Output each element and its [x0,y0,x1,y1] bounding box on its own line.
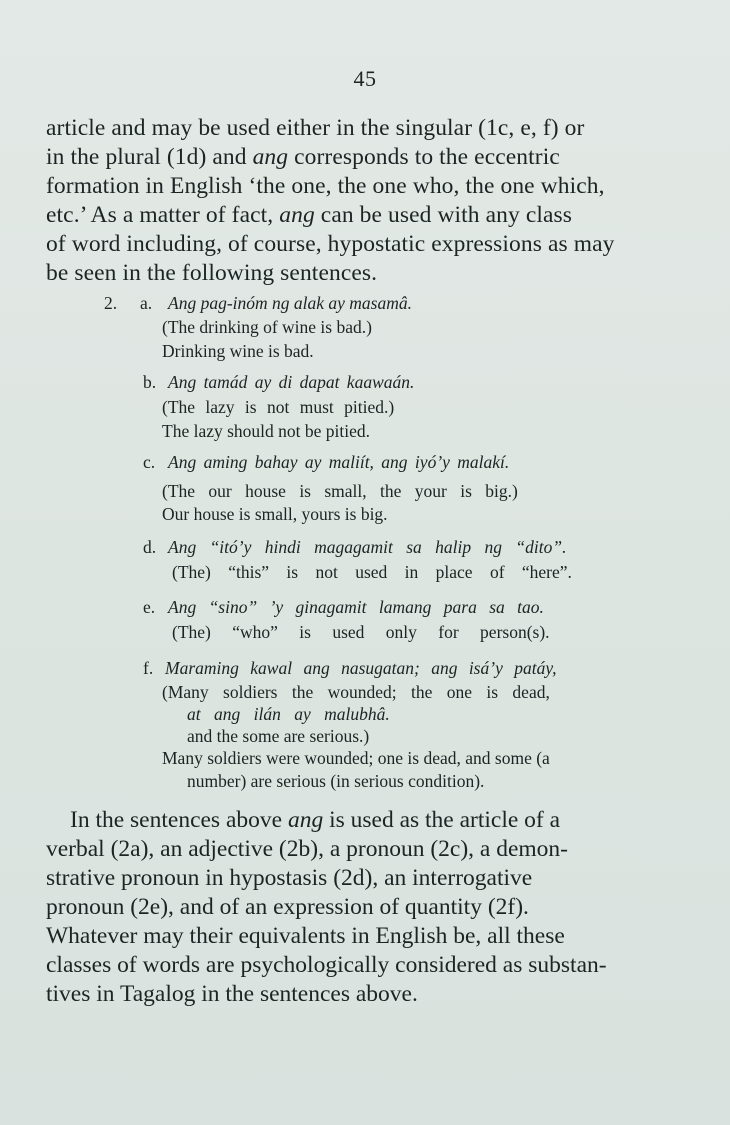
conclusion-line: classes of words are psychologically considered as substan- [46,952,607,978]
example-f-gloss-1: (Many soldiers the wounded; the one is dead, [162,682,550,702]
ang-term: ang [279,202,315,228]
example-c-tagalog: Ang aming bahay ay maliít, ang iyó’y malakí. [168,452,510,472]
conclusion-line: Whatever may their equivalents in English be, all these [46,923,565,949]
example-a-label: a. [140,293,153,313]
example-f-tagalog-2: at ang ilán ay malubhâ. [187,704,390,724]
example-f-translation-2: number) are serious (in serious condition). [187,771,485,791]
example-d-gloss: (The) “this” is not used in place of “here”. [172,562,572,582]
example-a-tagalog: Ang pag-inóm ng alak ay masamâ. [168,293,413,313]
example-b-gloss: (The lazy is not must pitied.) [162,397,395,417]
intro-paragraph [46,114,686,288]
conclusion-paragraph [46,806,686,1009]
conclusion-line: tives in Tagalog in the sentences above. [46,981,418,1007]
page-number: 45 [353,66,377,91]
intro-line: of word including, of course, hypostatic expressions as may [46,231,615,257]
example-f-label: f. [143,658,154,678]
conclusion-line: verbal (2a), an adjective (2b), a pronoun (2c), a demon- [46,836,568,862]
intro-line: article and may be used either in the singular (1c, e, f) or [46,115,585,141]
intro-line: in the plural (1d) and ang corresponds to the eccentric [46,144,560,170]
example-d-label: d. [143,537,157,557]
ang-term: ang [287,807,324,833]
example-e-label: e. [143,597,156,617]
intro-line: formation in English ‘the one, the one who, the one which, [46,173,605,199]
example-c-translation: Our house is small, yours is big. [162,504,388,524]
example-d-tagalog: Ang “itó’y hindi magagamit sa halip ng “dito”. [168,537,567,557]
example-c-gloss: (The our house is small, the your is big.) [162,481,518,501]
example-c-label: c. [143,452,156,472]
example-b-translation: The lazy should not be pitied. [162,421,371,441]
example-f-tagalog-1: Maraming kawal ang nasugatan; ang isá’y patáy, [165,658,557,678]
example-b-label: b. [143,372,157,392]
intro-line: be seen in the following sentences. [46,260,378,286]
conclusion-line: strative pronoun in hypostasis (2d), an interrogative [46,865,533,891]
example-f-translation-1: Many soldiers were wounded; one is dead, and some (a [162,748,550,768]
conclusion-line: In the sentences above ang is used as the article of a [70,807,561,833]
example-a-translation: Drinking wine is bad. [162,341,314,361]
example-e-gloss: (The) “who” is used only for person(s). [172,622,550,642]
conclusion-line: pronoun (2e), and of an expression of quantity (2f). [46,894,529,920]
example-a-gloss: (The drinking of wine is bad.) [162,317,372,337]
example-e-tagalog: Ang “sino” ’y ginagamit lamang para sa tao. [168,597,544,617]
example-number: 2. [104,293,118,313]
ang-term: ang [252,144,289,170]
example-f-gloss-2: and the some are serious.) [187,726,370,746]
intro-line: etc.’ As a matter of fact, ang can be used with any class [46,202,573,228]
example-b-tagalog: Ang tamád ay di dapat kaawaán. [168,372,415,392]
